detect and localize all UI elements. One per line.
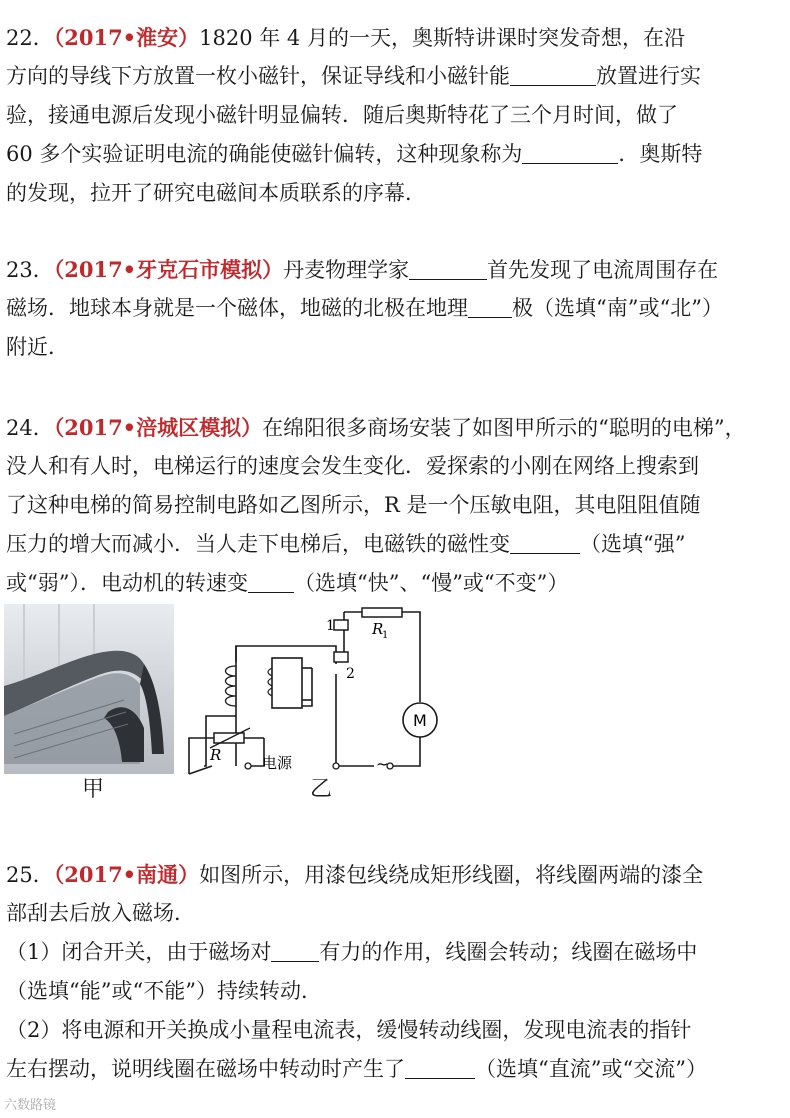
q22-line-1 bbox=[6, 18, 786, 57]
q24-text-4b: （选填“强” bbox=[580, 532, 686, 556]
q22-line-2 bbox=[6, 57, 786, 96]
q24-text-5a: 或“弱”）．电动机的转速变 bbox=[6, 571, 248, 595]
caption-jia: 甲 bbox=[82, 777, 105, 802]
q25-line-3 bbox=[6, 933, 786, 972]
q23-text-2b: 极（选填“南”或“北”） bbox=[512, 296, 723, 320]
control-circuit-diagram bbox=[184, 602, 444, 780]
q23-text-1b: 首先发现了电流周围存在 bbox=[487, 258, 719, 282]
q24-number: 24． bbox=[6, 416, 54, 440]
q23-source: （2017•牙克石市模拟） bbox=[53, 257, 284, 282]
q25-blank-2[interactable] bbox=[405, 1056, 475, 1079]
q24-line-2: 没人和有人时，电梯运行的速度会发生变化．爱探索的小刚在网络上搜索到 bbox=[6, 454, 699, 478]
q25-number: 25． bbox=[6, 863, 54, 887]
q24-source: （2017•涪城区模拟） bbox=[53, 415, 263, 440]
resistor-r1-subscript: 1 bbox=[382, 630, 389, 641]
q24-line-5 bbox=[6, 564, 786, 603]
q22-text-4b: ．奥斯特 bbox=[618, 142, 703, 166]
watermark: 六数路镜 bbox=[4, 1098, 57, 1113]
q22-number: 22． bbox=[6, 26, 54, 50]
q25-text-3a: （1）闭合开关，由于磁场对 bbox=[6, 940, 272, 964]
escalator-photo bbox=[4, 604, 174, 774]
q22-line-4 bbox=[6, 135, 786, 174]
q22-text-4a: 60 多个实验证明电流的确能使磁针偏转，这种现象称为 bbox=[6, 142, 523, 166]
q24-text-5b: （选填“快”、“慢”或“不变”） bbox=[293, 571, 569, 595]
q25-line-4: （选填“能”或“不能”）持续转动． bbox=[6, 979, 322, 1003]
q22-line-3: 验，接通电源后发现小磁针明显偏转．随后奥斯特花了三个月时间，做了 bbox=[6, 103, 678, 127]
question-25 bbox=[6, 855, 786, 1089]
q22-blank-1[interactable] bbox=[510, 63, 596, 86]
q23-text-2a: 磁场．地球本身就是一个磁体，地磁的北极在地理 bbox=[6, 296, 468, 320]
q22-text-1: 1820 年 4 月的一天，奥斯特讲课时突发奇想，在沿 bbox=[199, 26, 685, 50]
q24-figures bbox=[0, 600, 790, 815]
q22-source: （2017•淮安） bbox=[53, 25, 200, 50]
caption-yi: 乙 bbox=[310, 777, 333, 802]
q22-blank-2[interactable] bbox=[522, 141, 618, 164]
q22-line-5: 的发现，拉开了研究电磁间本质联系的序幕． bbox=[6, 181, 426, 205]
q24-blank-2[interactable] bbox=[248, 570, 294, 593]
q22-text-2a: 方向的导线下方放置一枚小磁针，保证导线和小磁针能 bbox=[6, 64, 510, 88]
q23-blank-2[interactable] bbox=[468, 295, 512, 318]
question-22 bbox=[6, 18, 786, 213]
q24-text-1: 在绵阳很多商场安装了如图甲所示的“聪明的电梯”， bbox=[262, 416, 746, 440]
q24-blank-1[interactable] bbox=[510, 531, 580, 554]
q25-line-5: （2）将电源和开关换成小量程电流表，缓慢转动线圈，发现电流表的指针 bbox=[6, 1018, 692, 1042]
q25-text-6a: 左右摆动，说明线圈在磁场中转动时产生了 bbox=[6, 1057, 405, 1081]
q25-text-3b: 有力的作用，线圈会转动；线圈在磁场中 bbox=[319, 940, 698, 964]
q24-line-3: 了这种电梯的简易控制电路如乙图所示，R 是一个压敏电阻，其电阻阻值随 bbox=[6, 493, 701, 517]
question-23 bbox=[6, 250, 786, 367]
q23-line-1 bbox=[6, 250, 786, 289]
q25-line-6 bbox=[6, 1050, 786, 1089]
q25-blank-1[interactable] bbox=[271, 939, 319, 962]
q23-number: 23． bbox=[6, 258, 54, 282]
q25-text-6b: （选填“直流”或“交流”） bbox=[475, 1057, 707, 1081]
ac-source-label: ~ bbox=[376, 755, 389, 773]
q25-line-1 bbox=[6, 855, 786, 894]
q25-line-2: 部刮去后放入磁场． bbox=[6, 901, 195, 925]
resistor-r1-label: R bbox=[372, 620, 384, 638]
q23-line-3: 附近． bbox=[6, 335, 69, 359]
contact-label-2: 2 bbox=[346, 666, 355, 682]
q22-text-2b: 放置进行实 bbox=[596, 64, 701, 88]
q23-text-1a: 丹麦物理学家 bbox=[283, 258, 410, 282]
question-24 bbox=[6, 408, 786, 603]
q25-source: （2017•南通） bbox=[53, 862, 200, 887]
contact-label-1: 1 bbox=[326, 618, 335, 634]
q24-text-4a: 压力的增大而减小．当人走下电梯后，电磁铁的磁性变 bbox=[6, 532, 510, 556]
q24-line-1 bbox=[6, 408, 786, 447]
q23-line-2 bbox=[6, 289, 786, 328]
q24-line-4 bbox=[6, 525, 786, 564]
q25-text-1: 如图所示，用漆包线绕成矩形线圈，将线圈两端的漆全 bbox=[199, 863, 704, 887]
pressure-resistor-label: R bbox=[210, 746, 222, 764]
q23-blank-1[interactable] bbox=[409, 257, 487, 280]
motor-label: M bbox=[413, 711, 427, 730]
power-source-label: 电源 bbox=[262, 754, 293, 772]
